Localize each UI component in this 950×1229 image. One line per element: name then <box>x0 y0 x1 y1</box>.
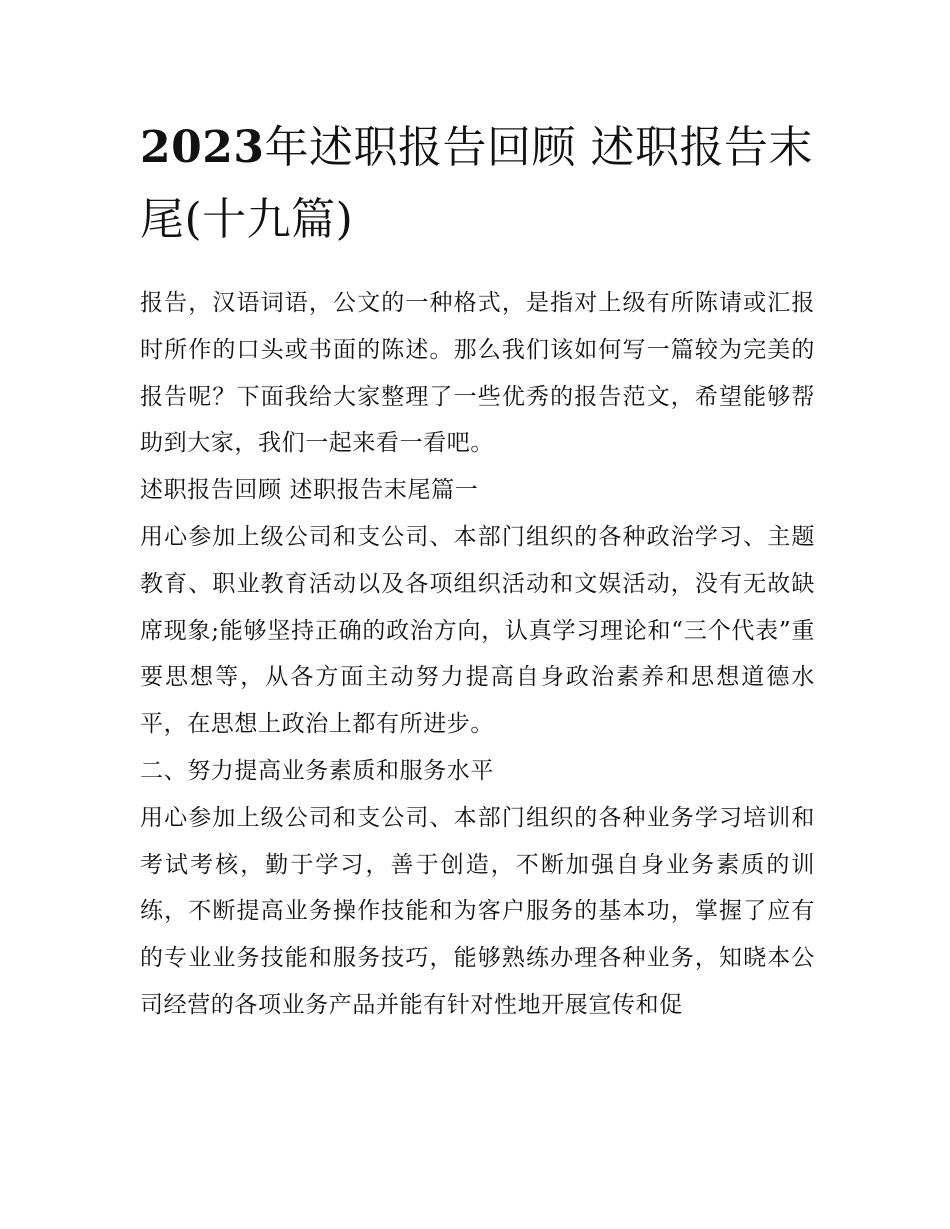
intro-paragraph: 报告，汉语词语，公文的一种格式，是指对上级有所陈请或汇报时所作的口头或书面的陈述。那么我们该如何写一篇较为完美的报告呢？下面我给大家整理了一些优秀的报告范文，希望能够帮助到大家，我们一起来看一看吧。 <box>140 290 815 457</box>
section-heading-1: 述职报告回顾 述职报告末尾篇一 <box>140 477 479 504</box>
document-page <box>140 112 815 1029</box>
document-title <box>140 112 815 256</box>
body-paragraph-1: 用心参加上级公司和支公司、本部门组织的各种政治学习、主题教育、职业教育活动以及各项组织活动和文娱活动，没有无故缺席现象;能够坚持正确的政治方向，认真学习理论和“三个代表”重要思想等，从各方面主动努力提高自身政治素养和思想道德水平，在思想上政治上都有所进步。 <box>140 523 815 738</box>
section-heading-2: 二、努力提高业务素质和服务水平 <box>140 757 494 784</box>
document-body <box>140 280 815 1029</box>
title-text: 年述职报告回顾 述职报告末尾(十九篇) <box>140 122 813 245</box>
title-year: 2023 <box>140 122 265 173</box>
body-paragraph-2: 用心参加上级公司和支公司、本部门组织的各种业务学习培训和考试考核，勤于学习，善于创造，不断加强自身业务素质的训练，不断提高业务操作技能和为客户服务的基本功，掌握了应有的专业业务技能和服务技巧，能够熟练办理各种业务，知晓本公司经营的各项业务产品并能有针对性地开展宣传和促 <box>140 804 815 1018</box>
